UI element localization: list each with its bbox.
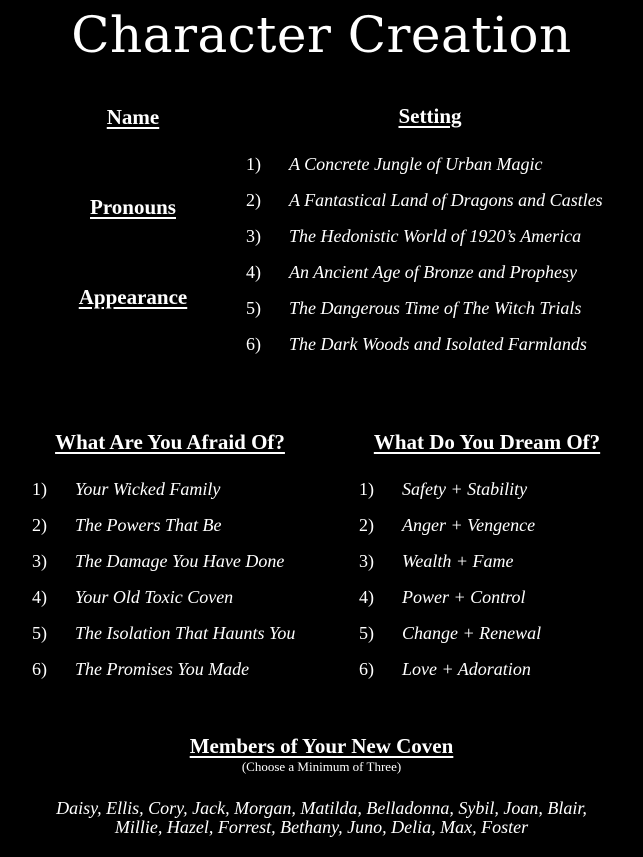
list-item: 6) The Dark Woods and Isolated Farmlands bbox=[246, 334, 587, 354]
pronouns-heading: Pronouns bbox=[90, 195, 176, 219]
setting-heading: Setting bbox=[398, 104, 462, 128]
list-item: 4) An Ancient Age of Bronze and Prophesy bbox=[246, 262, 577, 282]
list-item: 3) The Hedonistic World of 1920’s America bbox=[246, 226, 582, 246]
page-title: Character Creation bbox=[71, 6, 572, 64]
appearance-heading: Appearance bbox=[78, 285, 188, 309]
name-heading: Name bbox=[106, 105, 160, 129]
dream-heading: What Do You Dream Of? bbox=[373, 430, 601, 454]
setting-list bbox=[246, 151, 603, 367]
afraid-list bbox=[32, 476, 295, 692]
afraid-heading: What Are You Afraid Of? bbox=[55, 430, 285, 454]
list-item: 6) Love + Adoration bbox=[359, 659, 531, 679]
members-line-2: Millie, Hazel, Forrest, Bethany, Juno, Delia, Max, Foster bbox=[114, 817, 529, 837]
list-item: 5) The Dangerous Time of The Witch Trials bbox=[246, 298, 582, 318]
list-item: 2) The Powers That Be bbox=[32, 515, 222, 535]
list-item: 5) Change + Renewal bbox=[359, 623, 542, 643]
members-line-1: Daisy, Ellis, Cory, Jack, Morgan, Matilda, Belladonna, Sybil, Joan, Blair, bbox=[56, 798, 587, 818]
list-item: 2) A Fantastical Land of Dragons and Castles bbox=[246, 190, 603, 210]
list-item: 6) The Promises You Made bbox=[32, 659, 250, 679]
list-item: 4) Power + Control bbox=[359, 587, 526, 607]
dream-list bbox=[359, 476, 541, 692]
list-item: 1) A Concrete Jungle of Urban Magic bbox=[246, 154, 543, 174]
list-item: 3) The Damage You Have Done bbox=[32, 551, 285, 571]
coven-heading: Members of Your New Coven bbox=[189, 734, 454, 758]
list-item: 4) Your Old Toxic Coven bbox=[32, 587, 234, 607]
list-item: 1) Your Wicked Family bbox=[32, 479, 221, 499]
coven-note: (Choose a Minimum of Three) bbox=[241, 759, 402, 774]
list-item: 1) Safety + Stability bbox=[359, 479, 528, 499]
list-item: 3) Wealth + Fame bbox=[359, 551, 514, 571]
list-item: 5) The Isolation That Haunts You bbox=[32, 623, 296, 643]
list-item: 2) Anger + Vengence bbox=[359, 515, 536, 535]
